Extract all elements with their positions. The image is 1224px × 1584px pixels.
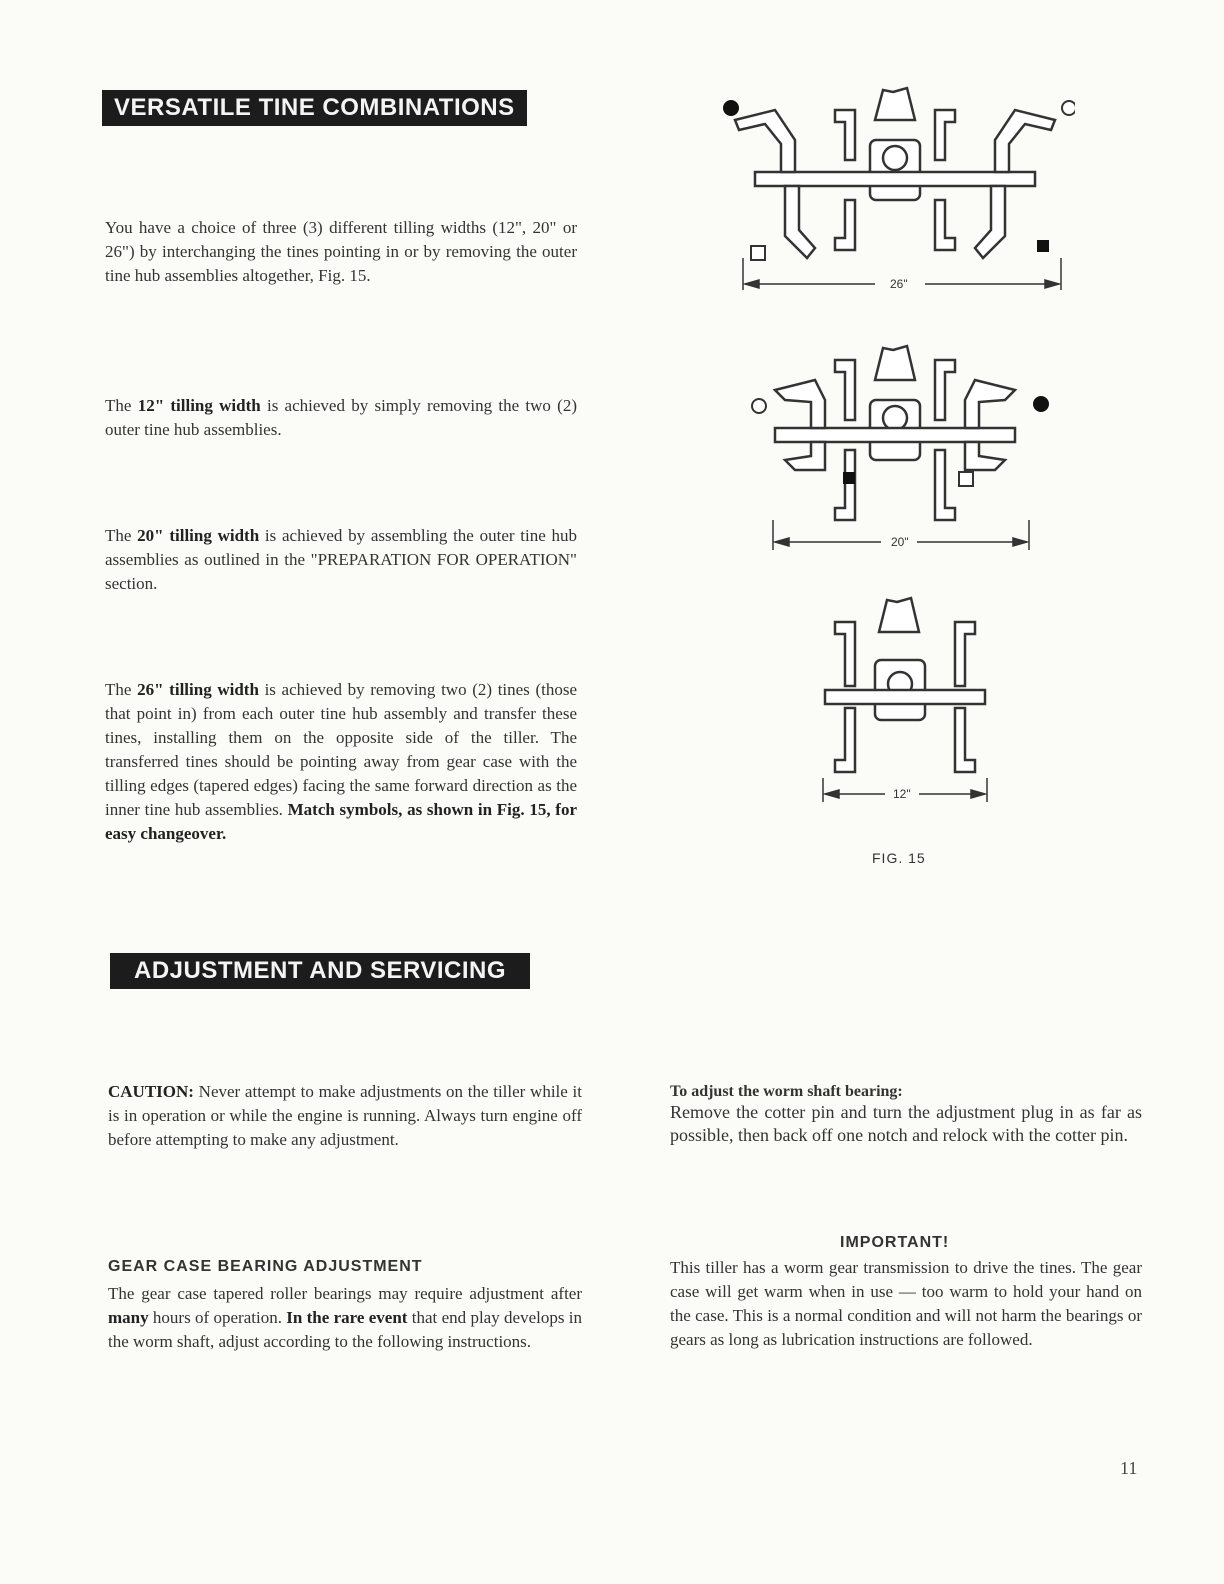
p20-bold: 20" tilling width — [137, 526, 260, 545]
p12-pre: The — [105, 396, 138, 415]
caution-text: Never attempt to make adjustments on the tiller while it is in operation or while the engine is running. Always turn engine off before attempting to make any adjustment. — [108, 1082, 582, 1149]
dim-label-26: 26" — [890, 277, 908, 291]
gear-mid: hours of operation. — [148, 1308, 287, 1327]
filled-square-symbol-20 — [843, 472, 855, 484]
p26-bold2: Match symbols, as shown in Fig. 15, for easy changeover. — [105, 800, 577, 843]
tiller-20-inch-diagram — [745, 340, 1055, 560]
tine-outer-ld-26 — [785, 186, 815, 258]
filled-circle-symbol-20 — [1033, 396, 1049, 412]
shaft-hub-26 — [883, 146, 907, 170]
worm-shaft-paragraph: Remove the cotter pin and turn the adjustment plug in as far as possible, then back off one notch and relock with the cotter pin. — [670, 1102, 1142, 1145]
tine-lu-12 — [835, 622, 855, 686]
open-square-symbol-20 — [959, 472, 973, 486]
versatile-tine-combinations-heading: VERSATILE TINE COMBINATIONS — [102, 90, 527, 126]
tine-outer-ld-20 — [785, 442, 825, 470]
adjustment-and-servicing-heading: ADJUSTMENT AND SERVICING — [110, 953, 530, 989]
caution-label: CAUTION: — [108, 1082, 194, 1101]
worm-shaft-heading: To adjust the worm shaft bearing: — [670, 1083, 903, 1100]
tine-inner-lu-20 — [835, 360, 855, 420]
hitch-bracket-12 — [879, 598, 919, 632]
gear-case-bearing-heading: GEAR CASE BEARING ADJUSTMENT — [108, 1258, 423, 1275]
tine-outer-ru-20 — [965, 380, 1015, 428]
p12-post: is achieved by simply removing the two (2) outer tine hub assemblies. — [105, 396, 577, 439]
gear-post: that end play develops in the worm shaft, adjust according to the following instructions. — [108, 1308, 582, 1351]
intro-paragraph: You have a choice of three (3) different tilling widths (12", 20" or 26") by interchanging the tines pointing in or by removing the outer tine hub assemblies altogether, Fig. 15. — [105, 218, 577, 285]
p20-pre: The — [105, 526, 138, 545]
p26-pre: The — [105, 680, 138, 699]
tine-outer-lu-20 — [775, 380, 825, 428]
tine-inner-ld-26 — [835, 200, 855, 250]
axle-20 — [775, 428, 1015, 442]
tine-inner-ru-20 — [935, 360, 955, 420]
twenty-inch-paragraph — [105, 524, 577, 596]
gear-bold2: In the rare event — [286, 1308, 408, 1327]
dim-label-12: 12" — [893, 787, 911, 801]
important-heading: IMPORTANT! — [840, 1234, 950, 1251]
tine-ld-12 — [835, 708, 855, 772]
tine-outer-rd-26 — [975, 186, 1005, 258]
figure-caption: FIG. 15 — [872, 850, 926, 866]
open-circle-symbol-20 — [752, 399, 766, 413]
hitch-bracket-26 — [875, 88, 915, 120]
dim-label-20: 20" — [891, 535, 909, 549]
twenty-six-inch-paragraph — [105, 678, 577, 846]
p26-post: is achieved by removing two (2) tines (those that point in) from each outer tine hub assembly and transfer these tines, installing them on the opposite side of the tiller. The transferred tines should be pointing away from gear case with the tilling edges (tapered edges) facing the same forward direction as the inner tine hub assemblies. — [105, 680, 577, 819]
tine-outer-lu-26 — [735, 110, 795, 172]
hitch-bracket-20 — [875, 346, 915, 380]
axle-26 — [755, 172, 1035, 186]
shaft-hub-20 — [883, 406, 907, 430]
tine-rd-12 — [955, 708, 975, 772]
tiller-12-inch-diagram — [815, 590, 995, 805]
tine-inner-rd-26 — [935, 200, 955, 250]
tine-inner-lu-26 — [835, 110, 855, 160]
tine-outer-rd-20 — [965, 442, 1005, 470]
axle-12 — [825, 690, 985, 704]
tine-inner-ru-26 — [935, 110, 955, 160]
open-square-symbol — [751, 246, 765, 260]
p26-bold: 26" tilling width — [137, 680, 259, 699]
page-number: 11 — [1120, 1458, 1138, 1478]
tine-ru-12 — [955, 622, 975, 686]
p20-post: is achieved by assembling the outer tine hub assemblies as outlined in the "PREPARATION FOR OPERATION" section. — [105, 526, 577, 593]
caution-paragraph — [108, 1080, 582, 1152]
twelve-inch-paragraph — [105, 394, 577, 442]
gear-bold1: many — [108, 1308, 149, 1327]
filled-square-symbol — [1037, 240, 1049, 252]
tine-inner-ld-20 — [835, 450, 855, 520]
tiller-26-inch-diagram — [715, 80, 1075, 300]
filled-circle-symbol — [723, 100, 739, 116]
tine-inner-rd-20 — [935, 450, 955, 520]
open-circle-symbol — [1062, 101, 1075, 115]
p12-bold: 12" tilling width — [137, 396, 261, 415]
important-paragraph: This tiller has a worm gear transmission to drive the tines. The gear case will get warm when in use — too warm to hold your hand on the case. This is a normal condition and will not harm the bearings or gears as long as lubrication instructions are followed. — [670, 1258, 1142, 1349]
gear-pre: The gear case tapered roller bearings may require adjustment after — [108, 1284, 582, 1303]
gear-case-paragraph — [108, 1282, 582, 1354]
tine-outer-ru-26 — [995, 110, 1055, 172]
